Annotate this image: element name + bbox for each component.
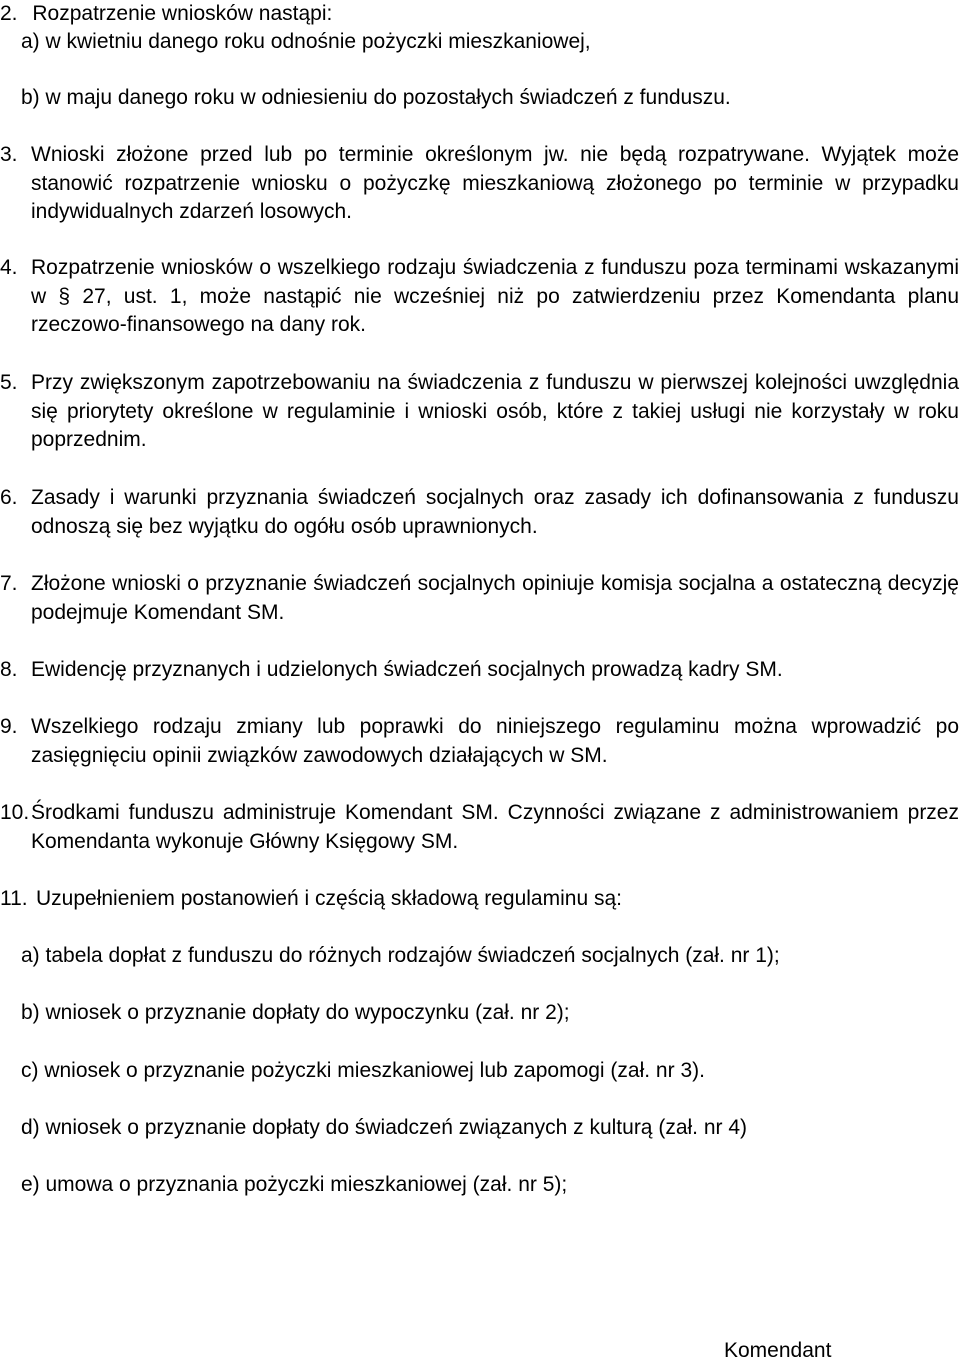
- item-5-number: 5.: [0, 371, 18, 394]
- item-6-text: Zasady i warunki przyznania świadczeń socjalnych oraz zasady ich dofinansowania z funduszu odnoszą się bez wyjątku do ogółu osób uprawnionych.: [31, 486, 959, 538]
- item-11-sub-e: e) umowa o przyznania pożyczki mieszkaniowej (zał. nr 5);: [21, 1173, 568, 1196]
- item-11-text: Uzupełnieniem postanowień i częścią składową regulaminu są:: [36, 887, 622, 910]
- item-5-text: Przy zwiększonym zapotrzebowaniu na świadczenia z funduszu w pierwszej kolejności uwzględnia się priorytety określone w regulaminie i wnioski osób, które z takiej usługi nie korzystały w roku poprzednim.: [31, 371, 959, 451]
- item-7-text: Złożone wnioski o przyznanie świadczeń socjalnych opiniuje komisja socjalna a ostateczną decyzję podejmuje Komendant SM.: [31, 572, 959, 624]
- item-2-sub-b: b) w maju danego roku w odniesieniu do pozostałych świadczeń z funduszu.: [21, 86, 731, 109]
- item-4-number: 4.: [0, 256, 18, 279]
- signature: Komendant: [724, 1339, 832, 1362]
- item-2: [0, 0, 332, 29]
- item-11-sub-a: a) tabela dopłat z funduszu do różnych rodzajów świadczeń socjalnych (zał. nr 1);: [21, 944, 780, 967]
- item-4-text: Rozpatrzenie wniosków o wszelkiego rodzaju świadczenia z funduszu poza terminami wskazanymi w § 27, ust. 1, może nastąpić nie wcześniej niż po zatwierdzeniu przez Komendanta planu rzeczowo-finansowego na dany rok.: [31, 256, 959, 336]
- item-2-number: 2.: [0, 2, 18, 25]
- item-11-sub-c: c) wniosek o przyznanie pożyczki mieszkaniowej lub zapomogi (zał. nr 3).: [21, 1059, 705, 1082]
- item-2-text: Rozpatrzenie wniosków nastąpi:: [32, 2, 333, 25]
- item-11-sub-b: b) wniosek o przyznanie dopłaty do wypoczynku (zał. nr 2);: [21, 1001, 570, 1024]
- item-8-text: Ewidencję przyznanych i udzielonych świadczeń socjalnych prowadzą kadry SM.: [31, 658, 783, 681]
- item-2-sub-a: a) w kwietniu danego roku odnośnie pożyczki mieszkaniowej,: [21, 30, 591, 53]
- item-9-number: 9.: [0, 715, 18, 738]
- item-3-text: Wnioski złożone przed lub po terminie określonym jw. nie będą rozpatrywane. Wyjątek może stanowić rozpatrzenie wniosku o pożyczkę mieszkaniową złożonego po terminie w przypadku indywidualnych zdarzeń losowych.: [31, 143, 959, 223]
- item-11-sub-d: d) wniosek o przyznanie dopłaty do świadczeń związanych z kulturą (zał. nr 4): [21, 1116, 748, 1139]
- item-10-text: Środkami funduszu administruje Komendant SM. Czynności związane z administrowaniem przez Komendanta wykonuje Główny Księgowy SM.: [31, 801, 959, 853]
- item-3-number: 3.: [0, 143, 18, 166]
- item-9-text: Wszelkiego rodzaju zmiany lub poprawki do niniejszego regulaminu można wprowadzić po zasięgnięciu opinii związków zawodowych działających w SM.: [31, 715, 959, 767]
- item-6-number: 6.: [0, 486, 18, 509]
- item-7-number: 7.: [0, 572, 18, 595]
- item-8-number: 8.: [0, 658, 18, 681]
- item-11-number: 11.: [0, 887, 28, 910]
- item-10-number: 10.: [0, 801, 30, 824]
